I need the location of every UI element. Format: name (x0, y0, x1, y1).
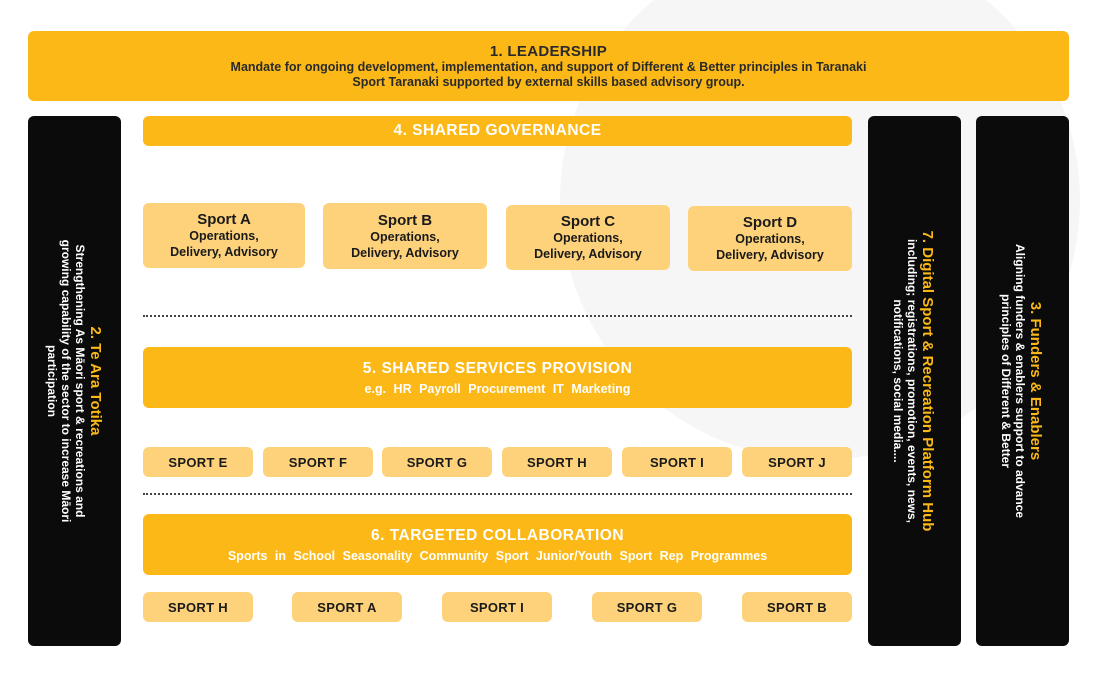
digital-hub-line-2: notifications, social media.... (891, 299, 906, 463)
services-sport-label: SPORT E (168, 454, 228, 470)
section-divider (143, 493, 852, 495)
targeted-collaboration-title: 6. TARGETED COLLABORATION (370, 526, 625, 544)
leadership-line-1: Mandate for ongoing development, implementation, and support of Different & Better principles in Taranaki (230, 59, 867, 74)
governance-sport-line-2: Delivery, Advisory (170, 245, 278, 259)
services-sport-pill (143, 447, 253, 477)
services-sport-label: SPORT H (527, 454, 587, 470)
te-ara-totika-line-1: Strengthening As Māori sport & recreations and (73, 244, 88, 518)
governance-sport-card (506, 205, 670, 270)
services-sport-pill (742, 447, 852, 477)
funders-title: 3. Funders & Enablers (1027, 301, 1045, 461)
te-ara-totika-line-2: growing capability of the sector to increase Māori (59, 239, 74, 523)
services-sport-pill (502, 447, 612, 477)
collaboration-sport-label: SPORT I (469, 599, 525, 615)
shared-governance-bar (143, 116, 852, 146)
shared-governance-title: 4. SHARED GOVERNANCE (393, 122, 602, 139)
governance-sport-line-1: Operations, (189, 229, 259, 243)
collaboration-sport-pill (442, 592, 552, 622)
leadership-box (28, 31, 1069, 101)
digital-hub-line-1: including; registrations, promotion, events, news, (905, 238, 920, 524)
collaboration-sport-pill (143, 592, 253, 622)
digital-hub-title: 7. Digital Sport & Recreation Platform Hub (919, 230, 937, 532)
targeted-collaboration-bar (143, 514, 852, 575)
targeted-collaboration-subtitle: Sports in School Seasonality Community Sport Junior/Youth Sport Rep Programmes (227, 548, 768, 563)
te-ara-totika-title: 2. Te Ara Totika (87, 326, 105, 436)
governance-sport-name: Sport B (377, 211, 433, 229)
governance-sport-line-1: Operations, (735, 232, 805, 246)
governance-sport-name: Sport A (197, 211, 251, 228)
services-sport-label: SPORT J (768, 454, 826, 470)
governance-sport-line-1: Operations, (370, 229, 440, 244)
governance-sport-line-2: Delivery, Advisory (351, 245, 459, 260)
collaboration-sport-label: SPORT B (767, 599, 827, 615)
governance-sport-card (143, 203, 305, 268)
services-sport-pill (382, 447, 492, 477)
governance-sport-line-1: Operations, (553, 231, 623, 245)
collaboration-sport-label: SPORT G (616, 599, 678, 615)
services-sport-pill (622, 447, 732, 477)
shared-services-subtitle: e.g. HR Payroll Procurement IT Marketing (364, 381, 631, 396)
collaboration-sport-label: SPORT H (168, 599, 228, 615)
services-sport-pill (263, 447, 373, 477)
digital-hub-text (874, 116, 954, 646)
governance-sport-line-2: Delivery, Advisory (716, 248, 824, 262)
shared-services-title: 5. SHARED SERVICES PROVISION (362, 359, 633, 377)
governance-sport-name: Sport D (742, 214, 798, 231)
governance-sport-card (688, 206, 852, 271)
collaboration-sport-pill (592, 592, 702, 622)
funders-line-1: Aligning funders & enablers support to advance (1013, 243, 1028, 519)
funders-text (982, 116, 1062, 646)
collaboration-sport-label: SPORT A (317, 599, 377, 615)
governance-sport-name: Sport C (560, 213, 616, 230)
funders-line-2: principles of Different & Better (999, 293, 1014, 469)
collaboration-sport-pill (292, 592, 402, 622)
leadership-title: 1. LEADERSHIP (489, 42, 608, 60)
te-ara-totika-text (32, 116, 118, 646)
governance-sport-line-2: Delivery, Advisory (534, 247, 642, 261)
section-divider (143, 315, 852, 317)
governance-sport-card (323, 203, 487, 269)
te-ara-totika-line-3: participation (45, 344, 60, 417)
services-sport-label: SPORT I (649, 454, 705, 470)
shared-services-bar (143, 347, 852, 408)
services-sport-label: SPORT G (406, 454, 468, 470)
collaboration-sport-pill (742, 592, 852, 622)
leadership-line-2: Sport Taranaki supported by external skills based advisory group. (352, 74, 745, 89)
services-sport-label: SPORT F (288, 454, 348, 470)
